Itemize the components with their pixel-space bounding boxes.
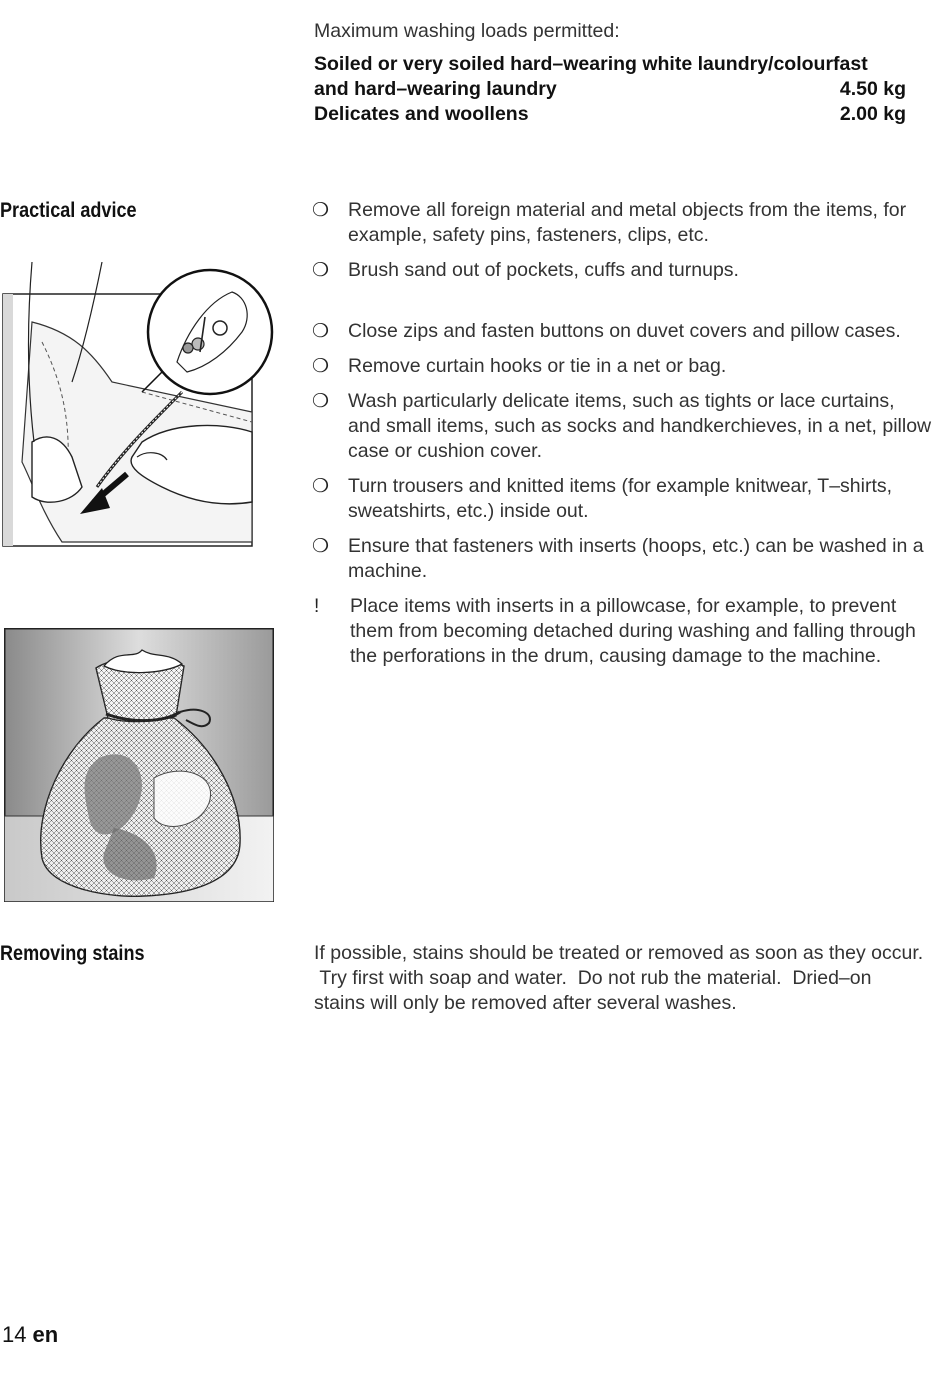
list-item-text: Ensure that fasteners with inserts (hoops, etc.) can be washed in a machine.: [348, 535, 924, 582]
bullet-icon: ❍: [312, 200, 330, 221]
list-item: [312, 474, 932, 524]
hands-closing-zip-illustration: [2, 262, 278, 550]
language-code: en: [32, 1322, 59, 1347]
list-item-text: Remove curtain hooks or tie in a net or bag.: [348, 355, 727, 377]
loads-intro: Maximum washing loads permitted:: [314, 20, 620, 42]
loads-label: Delicates and woollens: [314, 103, 529, 125]
bullet-icon: ❍: [312, 356, 330, 377]
list-item-text: Turn trousers and knitted items (for example knitwear, T–shirts, sweatshirts, etc.) inside out.: [348, 475, 893, 522]
bullet-icon: ❍: [312, 476, 330, 497]
loads-row: [314, 102, 906, 127]
bullet-icon: ❍: [312, 321, 330, 342]
list-item: [312, 389, 932, 464]
bullet-icon: ❍: [312, 536, 330, 557]
laundry-net-bag-illustration: [4, 628, 274, 902]
list-item: [312, 258, 932, 283]
stains-text: [314, 941, 924, 1016]
loads-value: 4.50 kg: [839, 78, 906, 100]
list-item: [312, 354, 932, 379]
list-item-text: Close zips and fasten buttons on duvet covers and pillow cases.: [348, 320, 901, 342]
list-item: [312, 534, 932, 584]
list-item-text: Remove all foreign material and metal objects from the items, for example, safety pins, fasteners, clips, etc.: [348, 199, 907, 246]
list-item: [312, 594, 932, 669]
stains-paragraph: Try first with soap and water. Do not rub the material. Dried–on stains will only be removed after several washes.: [314, 967, 877, 1014]
warning-mark: !: [314, 596, 320, 617]
bullet-icon: ❍: [312, 260, 330, 281]
page-number: 14: [2, 1322, 27, 1347]
loads-row: [314, 52, 906, 77]
list-item-text: Wash particularly delicate items, such as tights or lace curtains, and small items, such as socks and handkerchieves, in a net, pillow case or cushion cover.: [348, 390, 932, 462]
loads-value: 2.00 kg: [839, 103, 906, 125]
list-item: [312, 198, 932, 248]
list-item-text: Brush sand out of pockets, cuffs and turnups.: [348, 259, 739, 281]
advice-list: [312, 198, 932, 669]
removing-stains-heading: Removing stains: [0, 942, 145, 965]
loads-row: [314, 77, 906, 102]
list-item: [312, 319, 932, 344]
loads-label: and hard–wearing laundry: [314, 78, 557, 100]
page-footer: [2, 1322, 58, 1348]
loads-label: Soiled or very soiled hard–wearing white laundry/colourfast: [314, 53, 868, 75]
list-item-text: Place items with inserts in a pillowcase, for example, to prevent them from becoming detached during washing and falling through the perforations in the drum, causing damage to the machine.: [350, 595, 916, 667]
bullet-icon: ❍: [312, 391, 330, 412]
loads-table: [314, 52, 914, 127]
practical-advice-heading: Practical advice: [0, 199, 137, 222]
stains-paragraph: If possible, stains should be treated or removed as soon as they occur.: [314, 942, 924, 964]
